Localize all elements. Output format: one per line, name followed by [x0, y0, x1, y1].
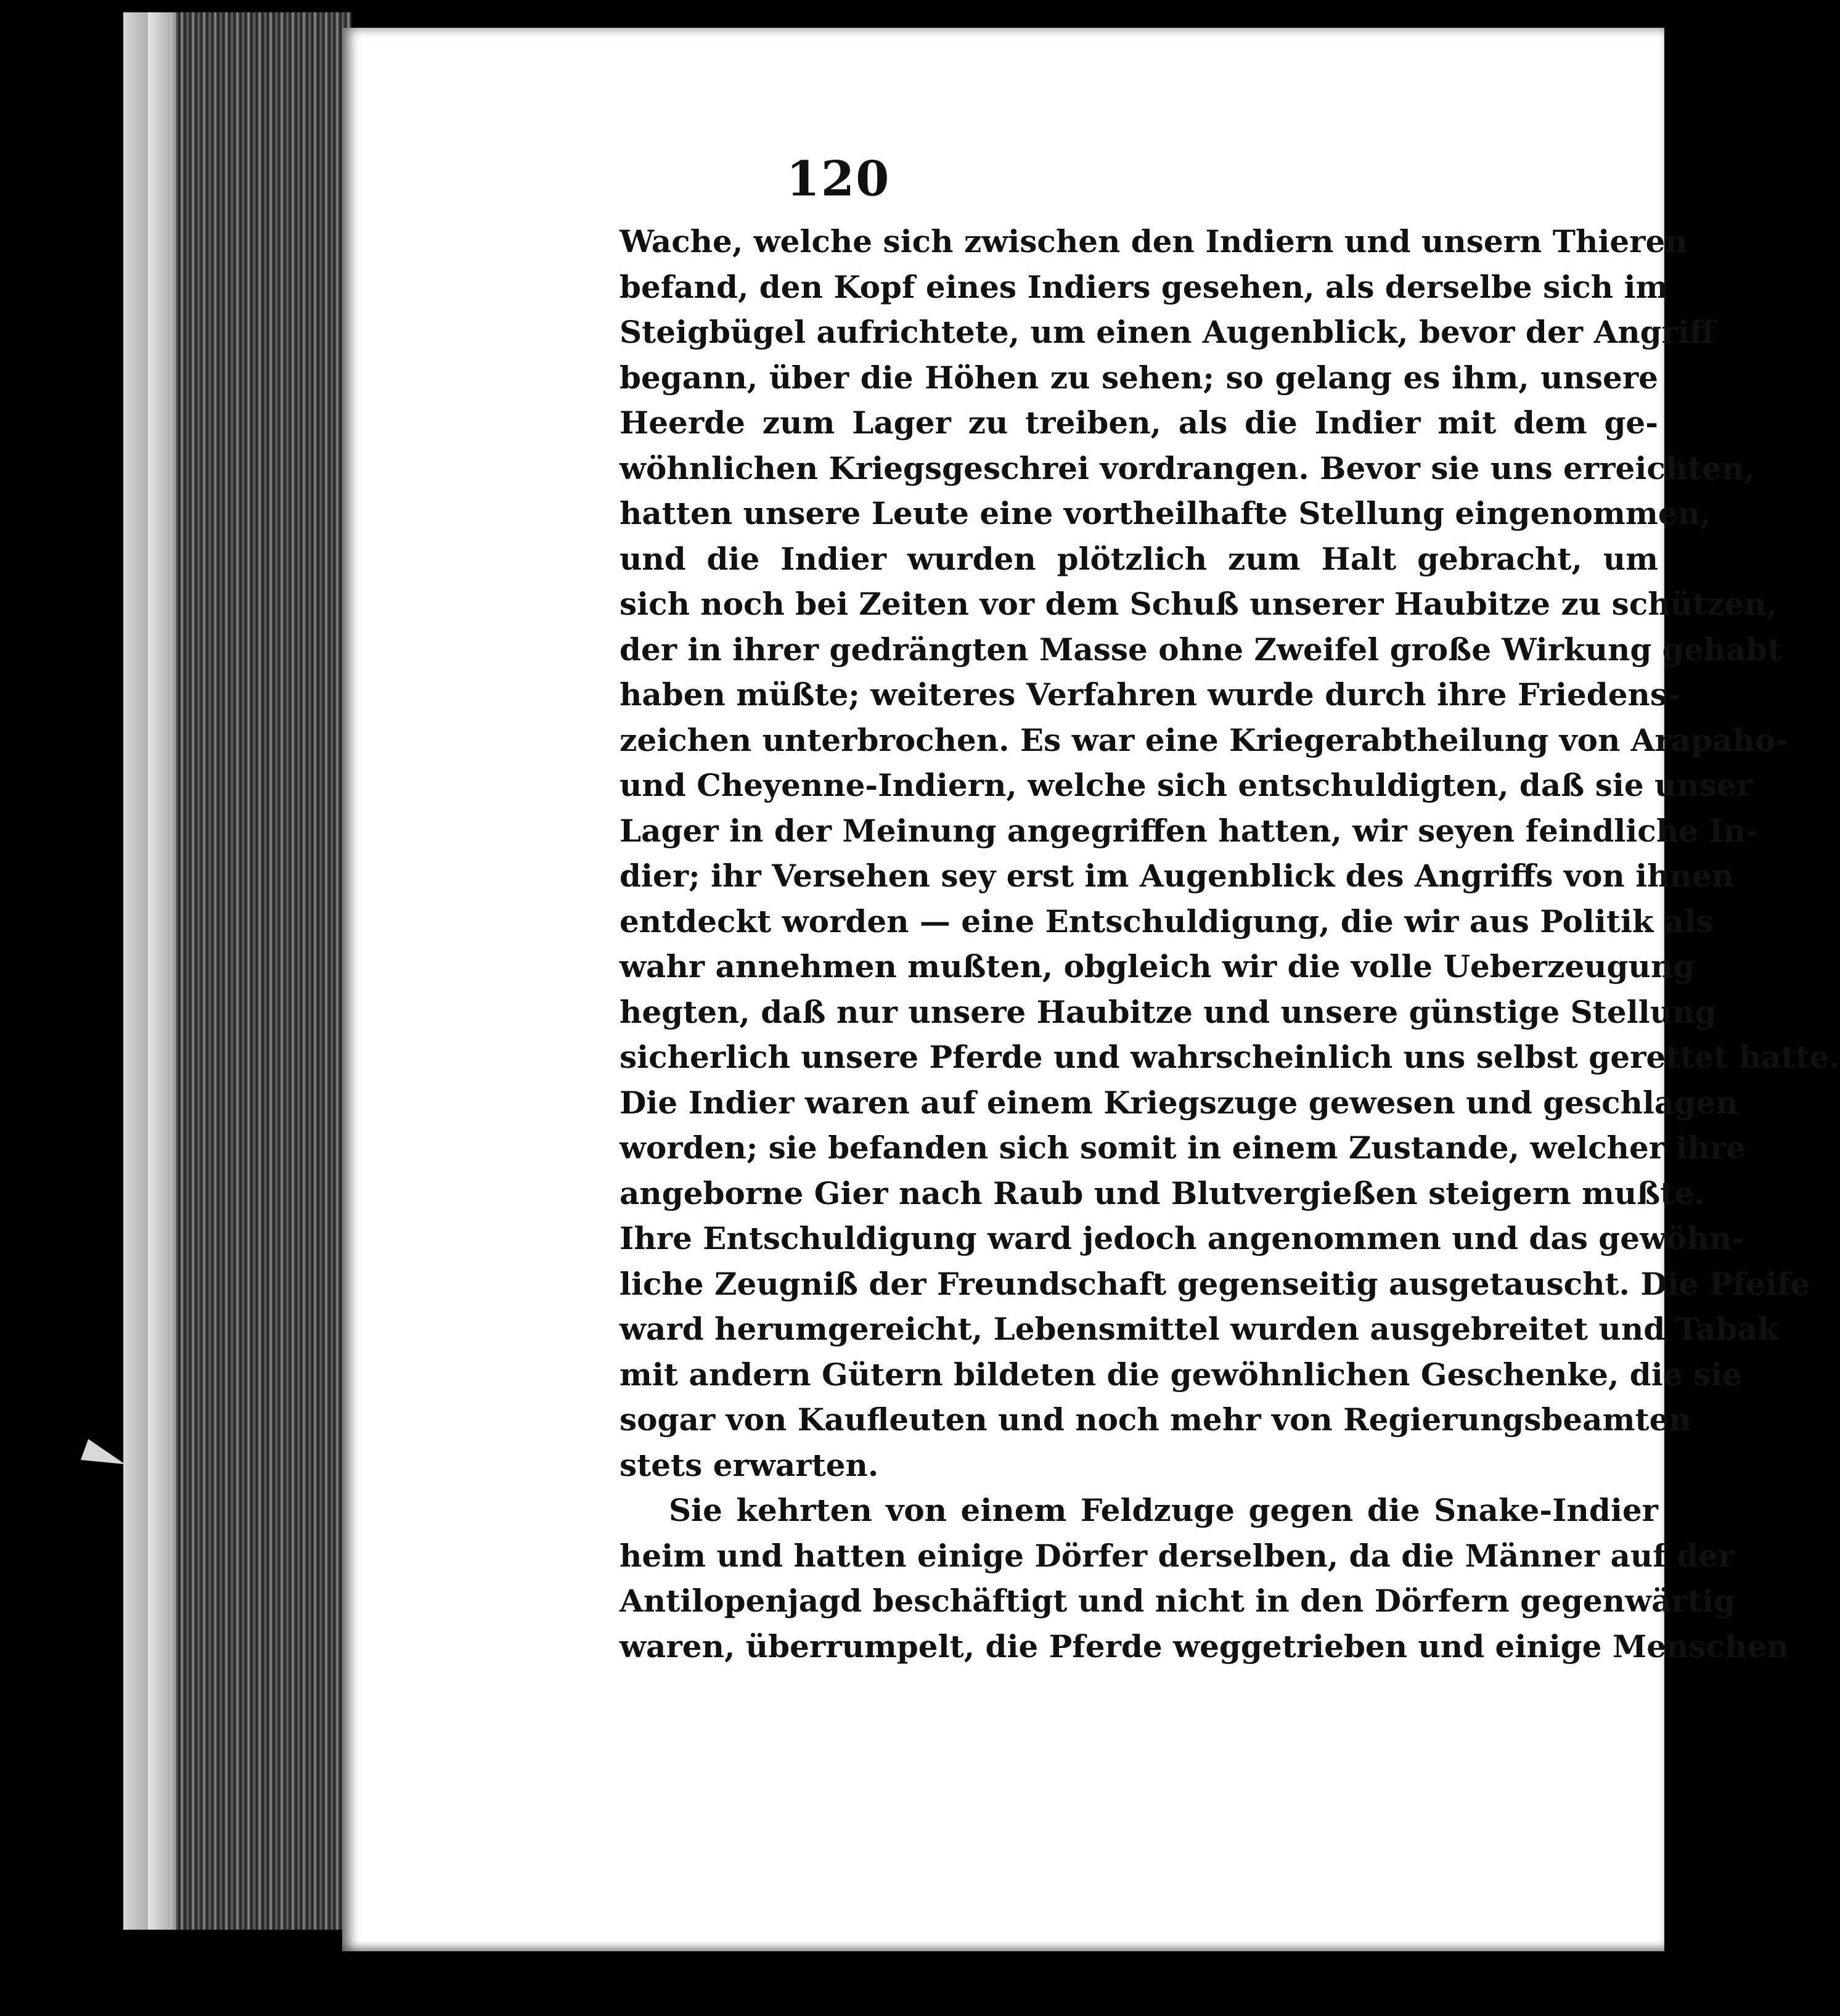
body-text — [619, 219, 1840, 1669]
text-line: heim und hatten einige Dörfer derselben, da die Männer auf der — [619, 1537, 1735, 1574]
text-line: mit andern Gütern bildeten die gewöhnlichen Geschenke, die sie — [619, 1356, 1742, 1393]
text-line: und die Indier wurden plötzlich zum Halt gebracht, um — [619, 540, 1658, 577]
text-line: stets erwarten. — [619, 1446, 879, 1483]
text-line: Die Indier waren auf einem Kriegszuge gewesen und geschlagen — [619, 1084, 1738, 1121]
text-line: ward herumgereicht, Lebensmittel wurden ausgebreitet und Tabak — [619, 1311, 1779, 1347]
text-line: dier; ihr Versehen sey erst im Augenblick des Angriffs von ihnen — [619, 858, 1734, 894]
text-line: Antilopenjagd beschäftigt und nicht in den Dörfern gegenwärtig — [619, 1583, 1735, 1619]
text-line: liche Zeugniß der Freundschaft gegenseitig ausgetauscht. Die Pfeife — [619, 1265, 1810, 1302]
text-line: wahr annehmen mußten, obgleich wir die volle Ueberzeugung — [619, 948, 1695, 985]
page-marker-icon — [81, 1439, 129, 1475]
text-line: angeborne Gier nach Raub und Blutvergießen steigern mußte. — [619, 1174, 1705, 1211]
text-line: Lager in der Meinung angegriffen hatten, wir seyen feindliche In- — [619, 812, 1759, 849]
text-line: befand, den Kopf eines Indiers gesehen, als derselbe sich im — [619, 268, 1669, 305]
book-spine-highlight — [148, 12, 176, 1930]
text-line: sicherlich unsere Pferde und wahrscheinlich uns selbst gerettet hatte. — [619, 1039, 1840, 1075]
text-line: Heerde zum Lager zu treiben, als die Indier mit dem ge- — [619, 404, 1658, 441]
text-line: Steigbügel aufrichtete, um einen Augenblick, bevor der Angriff — [619, 314, 1715, 350]
text-line: wöhnlichen Kriegsgeschrei vordrangen. Bevor sie uns erreichten, — [619, 449, 1755, 486]
text-line: Ihre Entschuldigung ward jedoch angenommen und das gewöhn- — [619, 1220, 1744, 1256]
text-line: hatten unsere Leute eine vortheilhafte Stellung eingenommen, — [619, 495, 1711, 531]
text-line: der in ihrer gedrängten Masse ohne Zweifel große Wirkung gehabt — [619, 631, 1782, 668]
text-line: zeichen unterbrochen. Es war eine Kriegerabtheilung von Arapaho- — [619, 721, 1789, 758]
page-number: 120 — [786, 151, 891, 207]
text-line: worden; sie befanden sich somit in einem Zustande, welcher ihre — [619, 1129, 1746, 1166]
text-line: hegten, daß nur unsere Haubitze und unsere günstige Stellung — [619, 993, 1717, 1030]
text-line: sogar von Kaufleuten und noch mehr von Regierungsbeamten — [619, 1401, 1691, 1438]
text-line: Sie kehrten von einem Feldzuge gegen die Snake-Indier — [669, 1492, 1658, 1528]
text-line: begann, über die Höhen zu sehen; so gelang es ihm, unsere — [619, 359, 1658, 396]
text-line: haben müßte; weiteres Verfahren wurde durch ihre Friedens- — [619, 676, 1680, 713]
text-line: Wache, welche sich zwischen den Indiern und unsern Thieren — [619, 223, 1688, 260]
text-line: sich noch bei Zeiten vor dem Schuß unserer Haubitze zu schützen, — [619, 586, 1778, 622]
text-line: waren, überrumpelt, die Pferde weggetrieben und einige Menschen — [619, 1628, 1789, 1665]
text-line: entdeckt worden — eine Entschuldigung, die wir aus Politik als — [619, 903, 1714, 940]
text-line: und Cheyenne-Indiern, welche sich entschuldigten, daß sie unser — [619, 767, 1753, 803]
